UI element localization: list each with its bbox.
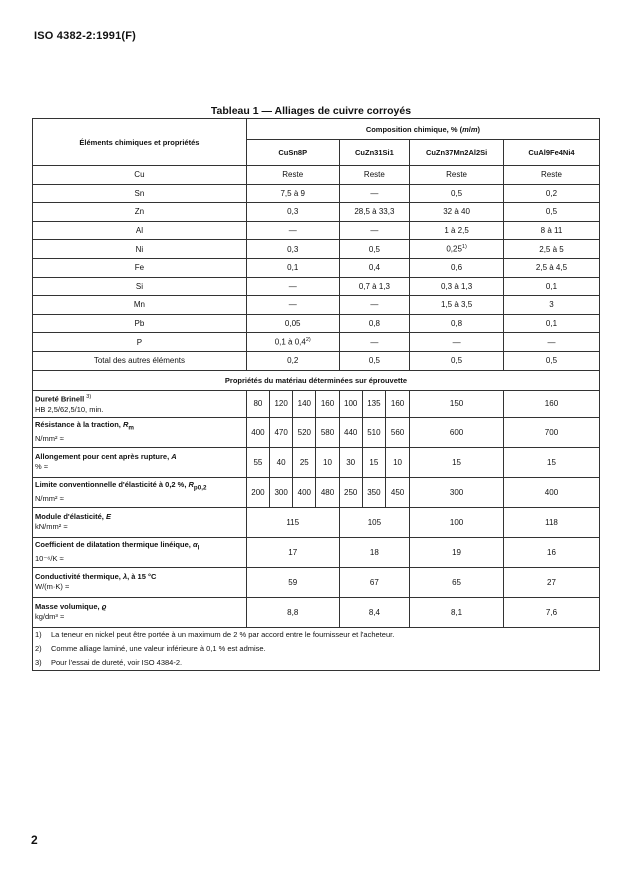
value-cell: 8,1 bbox=[410, 597, 504, 627]
table-caption: Tableau 1 — Alliages de cuivre corroyés bbox=[210, 105, 412, 117]
properties-header: Propriétés du matériau déterminées sur éprouvette bbox=[33, 370, 600, 390]
value-cell: 27 bbox=[503, 567, 599, 597]
footnotes bbox=[33, 627, 600, 670]
value-cell: 140 bbox=[293, 390, 316, 417]
value-cell: 120 bbox=[270, 390, 293, 417]
composition-value: — bbox=[339, 296, 410, 315]
value-cell: 150 bbox=[410, 390, 504, 417]
value-cell: 450 bbox=[385, 477, 409, 507]
property-label: Coefficient de dilatation thermique linéique, $\alpha_l$ 10⁻⁶/K ≈ bbox=[33, 537, 247, 567]
composition-value: Reste bbox=[339, 166, 410, 185]
composition-value: 0,4 bbox=[339, 258, 410, 277]
value-cell: 30 bbox=[339, 447, 362, 477]
footnote: 3) Pour l'essai de dureté, voir ISO 4384-2. bbox=[35, 657, 183, 667]
composition-value: 0,1 à 0,4$^{2)}$ bbox=[246, 333, 339, 352]
value-cell: 560 bbox=[385, 417, 409, 447]
alloy-header: CuZn31Si1 bbox=[339, 140, 410, 166]
footnote: 2) Comme alliage laminé, une valeur inférieure à 0,1 % est admise. bbox=[35, 643, 266, 653]
value-cell: 400 bbox=[503, 477, 599, 507]
composition-value: 7,5 à 9 bbox=[246, 184, 339, 203]
composition-value: 0,7 à 1,3 bbox=[339, 277, 410, 296]
value-cell: 160 bbox=[503, 390, 599, 417]
composition-value: 0,5 bbox=[339, 240, 410, 259]
composition-row bbox=[33, 351, 600, 370]
value-cell: 520 bbox=[293, 417, 316, 447]
property-label: Résistance à la traction, $R_m$ N/mm² ≈ bbox=[33, 417, 247, 447]
value-cell: 200 bbox=[246, 477, 269, 507]
value-cell: 115 bbox=[246, 507, 339, 537]
value-cell: 15 bbox=[503, 447, 599, 477]
value-cell: 80 bbox=[246, 390, 269, 417]
composition-value: 0,8 bbox=[339, 314, 410, 333]
value-cell: 105 bbox=[339, 507, 410, 537]
composition-value: Reste bbox=[410, 166, 504, 185]
composition-value: 0,2 bbox=[503, 184, 599, 203]
composition-value: 0,5 bbox=[410, 351, 504, 370]
value-cell: 100 bbox=[410, 507, 504, 537]
element-label: Cu bbox=[33, 166, 247, 185]
value-cell: 10 bbox=[316, 447, 339, 477]
composition-value: 0,5 bbox=[503, 203, 599, 222]
property-label: Module d'élasticité, E kN/mm² ≈ bbox=[33, 507, 247, 537]
composition-value: 8 à 11 bbox=[503, 221, 599, 240]
value-cell: 40 bbox=[270, 447, 293, 477]
value-cell: 510 bbox=[362, 417, 385, 447]
composition-value: 0,2 bbox=[246, 351, 339, 370]
alloy-header: CuSn8P bbox=[246, 140, 339, 166]
value-cell: 25 bbox=[293, 447, 316, 477]
value-cell: 16 bbox=[503, 537, 599, 567]
value-cell: 8,4 bbox=[339, 597, 410, 627]
elements-header: Éléments chimiques et propriétés bbox=[33, 119, 247, 166]
alloy-header: CuZn37Mn2Al2Si bbox=[410, 140, 504, 166]
composition-value: 0,3 bbox=[246, 203, 339, 222]
composition-row bbox=[33, 333, 600, 352]
composition-row bbox=[33, 203, 600, 222]
value-cell: 600 bbox=[410, 417, 504, 447]
property-label: Conductivité thermique, λ, à 15 °C W/(m·K) ≈ bbox=[33, 567, 247, 597]
composition-value: 0,25$^{1)}$ bbox=[410, 240, 504, 259]
value-cell: 160 bbox=[385, 390, 409, 417]
composition-row bbox=[33, 240, 600, 259]
composition-value: — bbox=[339, 221, 410, 240]
element-label: P bbox=[33, 333, 247, 352]
value-cell: 65 bbox=[410, 567, 504, 597]
value-cell: 135 bbox=[362, 390, 385, 417]
composition-value: — bbox=[339, 184, 410, 203]
composition-value: — bbox=[410, 333, 504, 352]
composition-value: 0,5 bbox=[339, 351, 410, 370]
value-cell: 300 bbox=[270, 477, 293, 507]
element-label: Total des autres éléments bbox=[33, 351, 247, 370]
element-label: Ni bbox=[33, 240, 247, 259]
value-cell: 480 bbox=[316, 477, 339, 507]
property-label: Masse volumique, ϱ kg/dm³ ≈ bbox=[33, 597, 247, 627]
composition-value: Reste bbox=[503, 166, 599, 185]
composition-value: 0,5 bbox=[503, 351, 599, 370]
composition-value: 3 bbox=[503, 296, 599, 315]
value-cell: 7,6 bbox=[503, 597, 599, 627]
value-cell: 18 bbox=[339, 537, 410, 567]
element-label: Al bbox=[33, 221, 247, 240]
value-cell: 15 bbox=[410, 447, 504, 477]
property-label: Limite conventionnelle d'élasticité à 0,2 %, $R_{p0,2}$ N/mm² ≈ bbox=[33, 477, 247, 507]
composition-value: 0,1 bbox=[503, 277, 599, 296]
value-cell: 250 bbox=[339, 477, 362, 507]
value-cell: 55 bbox=[246, 447, 269, 477]
composition-value: 0,3 à 1,3 bbox=[410, 277, 504, 296]
value-cell: 100 bbox=[339, 390, 362, 417]
value-cell: 400 bbox=[246, 417, 269, 447]
composition-value: 0,05 bbox=[246, 314, 339, 333]
alloy-header: CuAl9Fe4Ni4 bbox=[503, 140, 599, 166]
element-label: Sn bbox=[33, 184, 247, 203]
composition-value: — bbox=[246, 221, 339, 240]
composition-value: 28,5 à 33,3 bbox=[339, 203, 410, 222]
composition-value: — bbox=[246, 277, 339, 296]
composition-value: — bbox=[339, 333, 410, 352]
composition-row bbox=[33, 258, 600, 277]
value-cell: 15 bbox=[362, 447, 385, 477]
document-header: ISO 4382-2:1991(F) bbox=[34, 30, 137, 42]
value-cell: 440 bbox=[339, 417, 362, 447]
value-cell: 160 bbox=[316, 390, 339, 417]
composition-value: — bbox=[246, 296, 339, 315]
composition-value: 2,5 à 5 bbox=[503, 240, 599, 259]
alloy-table bbox=[32, 118, 600, 671]
composition-value: 0,1 bbox=[503, 314, 599, 333]
value-cell: 19 bbox=[410, 537, 504, 567]
value-cell: 118 bbox=[503, 507, 599, 537]
value-cell: 17 bbox=[246, 537, 339, 567]
composition-row bbox=[33, 166, 600, 185]
composition-value: 0,5 bbox=[410, 184, 504, 203]
composition-value: 32 à 40 bbox=[410, 203, 504, 222]
element-label: Fe bbox=[33, 258, 247, 277]
property-label: Dureté Brinell $^{3)}$ HB 2,5/62,5/10, min. bbox=[33, 390, 247, 417]
composition-value: — bbox=[503, 333, 599, 352]
composition-value: 0,3 bbox=[246, 240, 339, 259]
property-label: Allongement pour cent après rupture, A % ≈ bbox=[33, 447, 247, 477]
composition-row bbox=[33, 184, 600, 203]
composition-row bbox=[33, 296, 600, 315]
composition-value: 1,5 à 3,5 bbox=[410, 296, 504, 315]
composition-value: 0,1 bbox=[246, 258, 339, 277]
value-cell: 300 bbox=[410, 477, 504, 507]
composition-value: Reste bbox=[246, 166, 339, 185]
value-cell: 400 bbox=[293, 477, 316, 507]
element-label: Mn bbox=[33, 296, 247, 315]
composition-value: 0,6 bbox=[410, 258, 504, 277]
composition-row bbox=[33, 277, 600, 296]
value-cell: 700 bbox=[503, 417, 599, 447]
value-cell: 350 bbox=[362, 477, 385, 507]
element-label: Si bbox=[33, 277, 247, 296]
value-cell: 470 bbox=[270, 417, 293, 447]
value-cell: 10 bbox=[385, 447, 409, 477]
value-cell: 59 bbox=[246, 567, 339, 597]
composition-value: 2,5 à 4,5 bbox=[503, 258, 599, 277]
element-label: Pb bbox=[33, 314, 247, 333]
composition-value: 0,8 bbox=[410, 314, 504, 333]
value-cell: 67 bbox=[339, 567, 410, 597]
composition-row bbox=[33, 314, 600, 333]
composition-value: 1 à 2,5 bbox=[410, 221, 504, 240]
value-cell: 580 bbox=[316, 417, 339, 447]
composition-header: Composition chimique, % (m/m) bbox=[246, 119, 599, 140]
composition-row bbox=[33, 221, 600, 240]
element-label: Zn bbox=[33, 203, 247, 222]
footnote: 1) La teneur en nickel peut être portée à un maximum de 2 % par accord entre le fournisseur et l'acheteur. bbox=[35, 629, 395, 639]
page-number: 2 bbox=[31, 833, 38, 847]
value-cell: 8,8 bbox=[246, 597, 339, 627]
